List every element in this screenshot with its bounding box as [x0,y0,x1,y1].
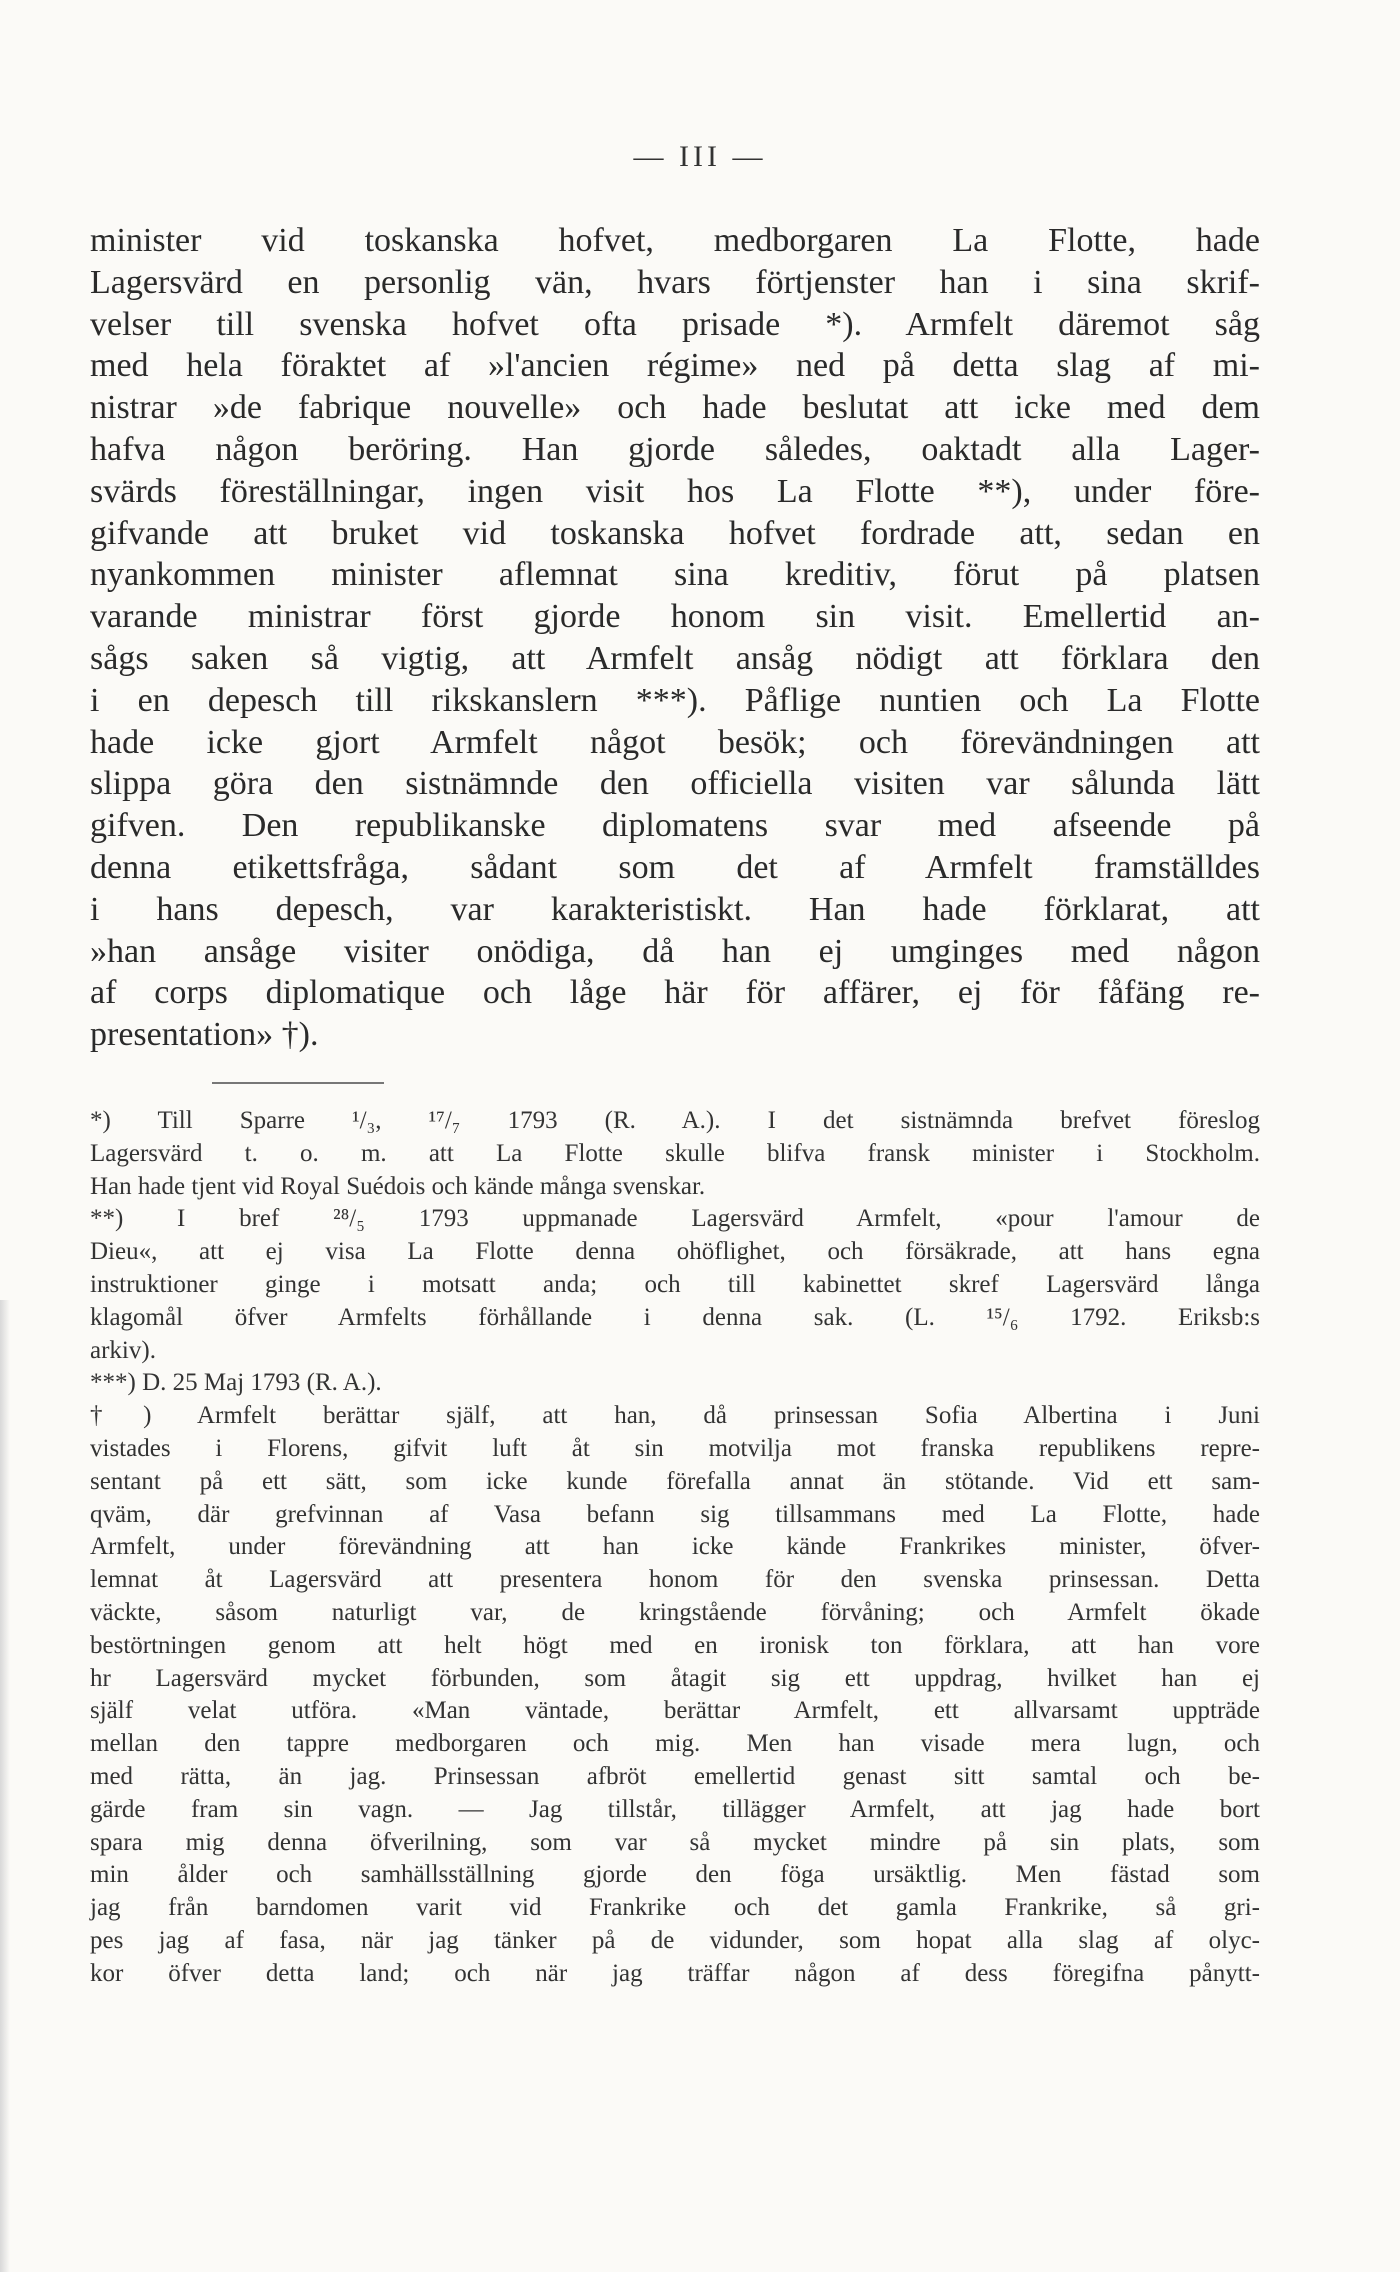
main-text-line: med hela föraktet af »l'ancien régime» ned på detta slag af mi- [90,347,1260,385]
main-text-line: varande ministrar först gjorde honom sin visit. Emellertid an- [90,598,1260,636]
footnote-line: pes jag af fasa, när jag tänker på de vidunder, som hopat alla slag af olyc- [90,1926,1260,1954]
footnote-line: bestörtningen genom att helt högt med en ironisk ton förklara, att han vore [90,1631,1260,1659]
main-text-line: i hans depesch, var karakteristiskt. Han hade förklarat, att [90,890,1260,928]
footnote-line: jag från barndomen varit vid Frankrike och det gamla Frankrike, så gri- [90,1894,1260,1922]
footnote-line: instruktioner ginge i motsatt anda; och till kabinettet skref Lagersvärd långa [90,1270,1260,1298]
footnote-line: med rätta, än jag. Prinsessan afbröt emellertid genast sitt samtal och be- [90,1762,1260,1790]
footnote-line: Han hade tjent vid Royal Suédois och kände många svenskar. [90,1172,706,1200]
main-text-line: slippa göra den sistnämnde den officiella visiten var sålunda lätt [90,765,1260,803]
footnote-line: spara mig denna öfverilning, som var så mycket mindre på sin plats, som [90,1828,1260,1856]
scan-edge-shadow [0,1300,10,2272]
footnote-line: min ålder och samhällsställning gjorde den föga ursäktlig. Men fästad som [90,1861,1260,1889]
main-text-line: presentation» †). [90,1016,319,1054]
main-text-line: denna etikettsfråga, sådant som det af Armfelt framställdes [90,848,1260,886]
page-number: — III — [633,140,767,173]
footnote-line: Lagersvärd t. o. m. att La Flotte skulle blifva fransk minister i Stockholm. [90,1139,1260,1167]
main-text-line: minister vid toskanska hofvet, medborgaren La Flotte, hade [90,222,1260,259]
main-text-body [90,220,1260,1056]
footnote-line: lemnat åt Lagersvärd att presentera honom för den svenska prinsessan. Detta [90,1566,1260,1594]
footnote-line: Armfelt, under förevändning att han icke kände Frankrikes minister, öfver- [90,1533,1260,1561]
footnote-line: qväm, där grefvinnan af Vasa befann sig tillsammans med La Flotte, hade [90,1500,1260,1528]
footnote-line: Dieu«, att ej visa La Flotte denna ohöflighet, och försäkrade, att hans egna [90,1238,1260,1266]
main-text-line: Lagersvärd en personlig vän, hvars förtjenster han i sina skrif- [90,263,1260,301]
footnote-line: mellan den tappre medborgaren och mig. Men han visade mera lugn, och [90,1730,1260,1758]
footnote-line: arkiv). [90,1336,156,1364]
footnote-line: †) Armfelt berättar själf, att han, då prinsessan Sofia Albertina i Juni [90,1402,1260,1430]
main-text-line: nyankommen minister aflemnat sina kreditiv, förut på platsen [90,556,1260,594]
main-text-line: velser till svenska hofvet ofta prisade *). Armfelt däremot såg [90,305,1260,343]
footnote-line: väckte, såsom naturligt var, de kringstående förvåning; och Armfelt ökade [90,1598,1260,1626]
main-text-line: hafva någon beröring. Han gjorde således, oaktadt alla Lager- [90,430,1260,468]
footnote-line: kor öfver detta land; och när jag träffar någon af dess föregifna pånytt- [90,1959,1260,1987]
main-text-line: »han ansåge visiter onödiga, då han ej umginges med någon [90,932,1260,970]
main-text-line: af corps diplomatique och låge här för affärer, ej för fåfäng re- [90,974,1260,1012]
footnote-line: gärde fram sin vagn. — Jag tillstår, tillägger Armfelt, att jag hade bort [90,1795,1260,1823]
main-text-line: hade icke gjort Armfelt något besök; och förevändningen att [90,723,1260,761]
footnote-line: **) I bref ²⁸/₅ 1793 uppmanade Lagersvärd Armfelt, «pour l'amour de [90,1205,1260,1233]
footnote-line: sentant på ett sätt, som icke kunde förefalla annat än stötande. Vid ett sam- [90,1467,1260,1495]
main-text-line: svärds föreställningar, ingen visit hos La Flotte **), under före- [90,472,1260,510]
main-text-line: i en depesch till rikskanslern ***). Påflige nuntien och La Flotte [90,681,1260,719]
footnote-line: ***) D. 25 Maj 1793 (R. A.). [90,1369,382,1397]
footnote-line: *) Till Sparre ¹/₃, ¹⁷/₇ 1793 (R. A.). I det sistnämnda brefvet föreslog [90,1107,1260,1134]
main-text-line: gifvande att bruket vid toskanska hofvet fordrade att, sedan en [90,514,1260,552]
main-text-line: sågs saken så vigtig, att Armfelt ansåg nödigt att förklara den [90,639,1260,677]
footnote-line: klagomål öfver Armfelts förhållande i denna sak. (L. ¹⁵/₆ 1792. Eriksb:s [90,1303,1260,1331]
footnotes [90,1105,1260,1991]
footnote-line: vistades i Florens, gifvit luft åt sin motvilja mot franska republikens repre- [90,1434,1260,1462]
main-text-line: nistrar »de fabrique nouvelle» och hade beslutat att icke med dem [90,389,1260,427]
footnote-line: hr Lagersvärd mycket förbunden, som åtagit sig ett uppdrag, hvilket han ej [90,1664,1260,1692]
footnote-divider [212,1082,384,1084]
main-text-line: gifven. Den republikanske diplomatens svar med afseende på [90,807,1260,845]
footnote-line: själf velat utföra. «Man väntade, berättar Armfelt, ett allvarsamt uppträde [90,1697,1260,1725]
